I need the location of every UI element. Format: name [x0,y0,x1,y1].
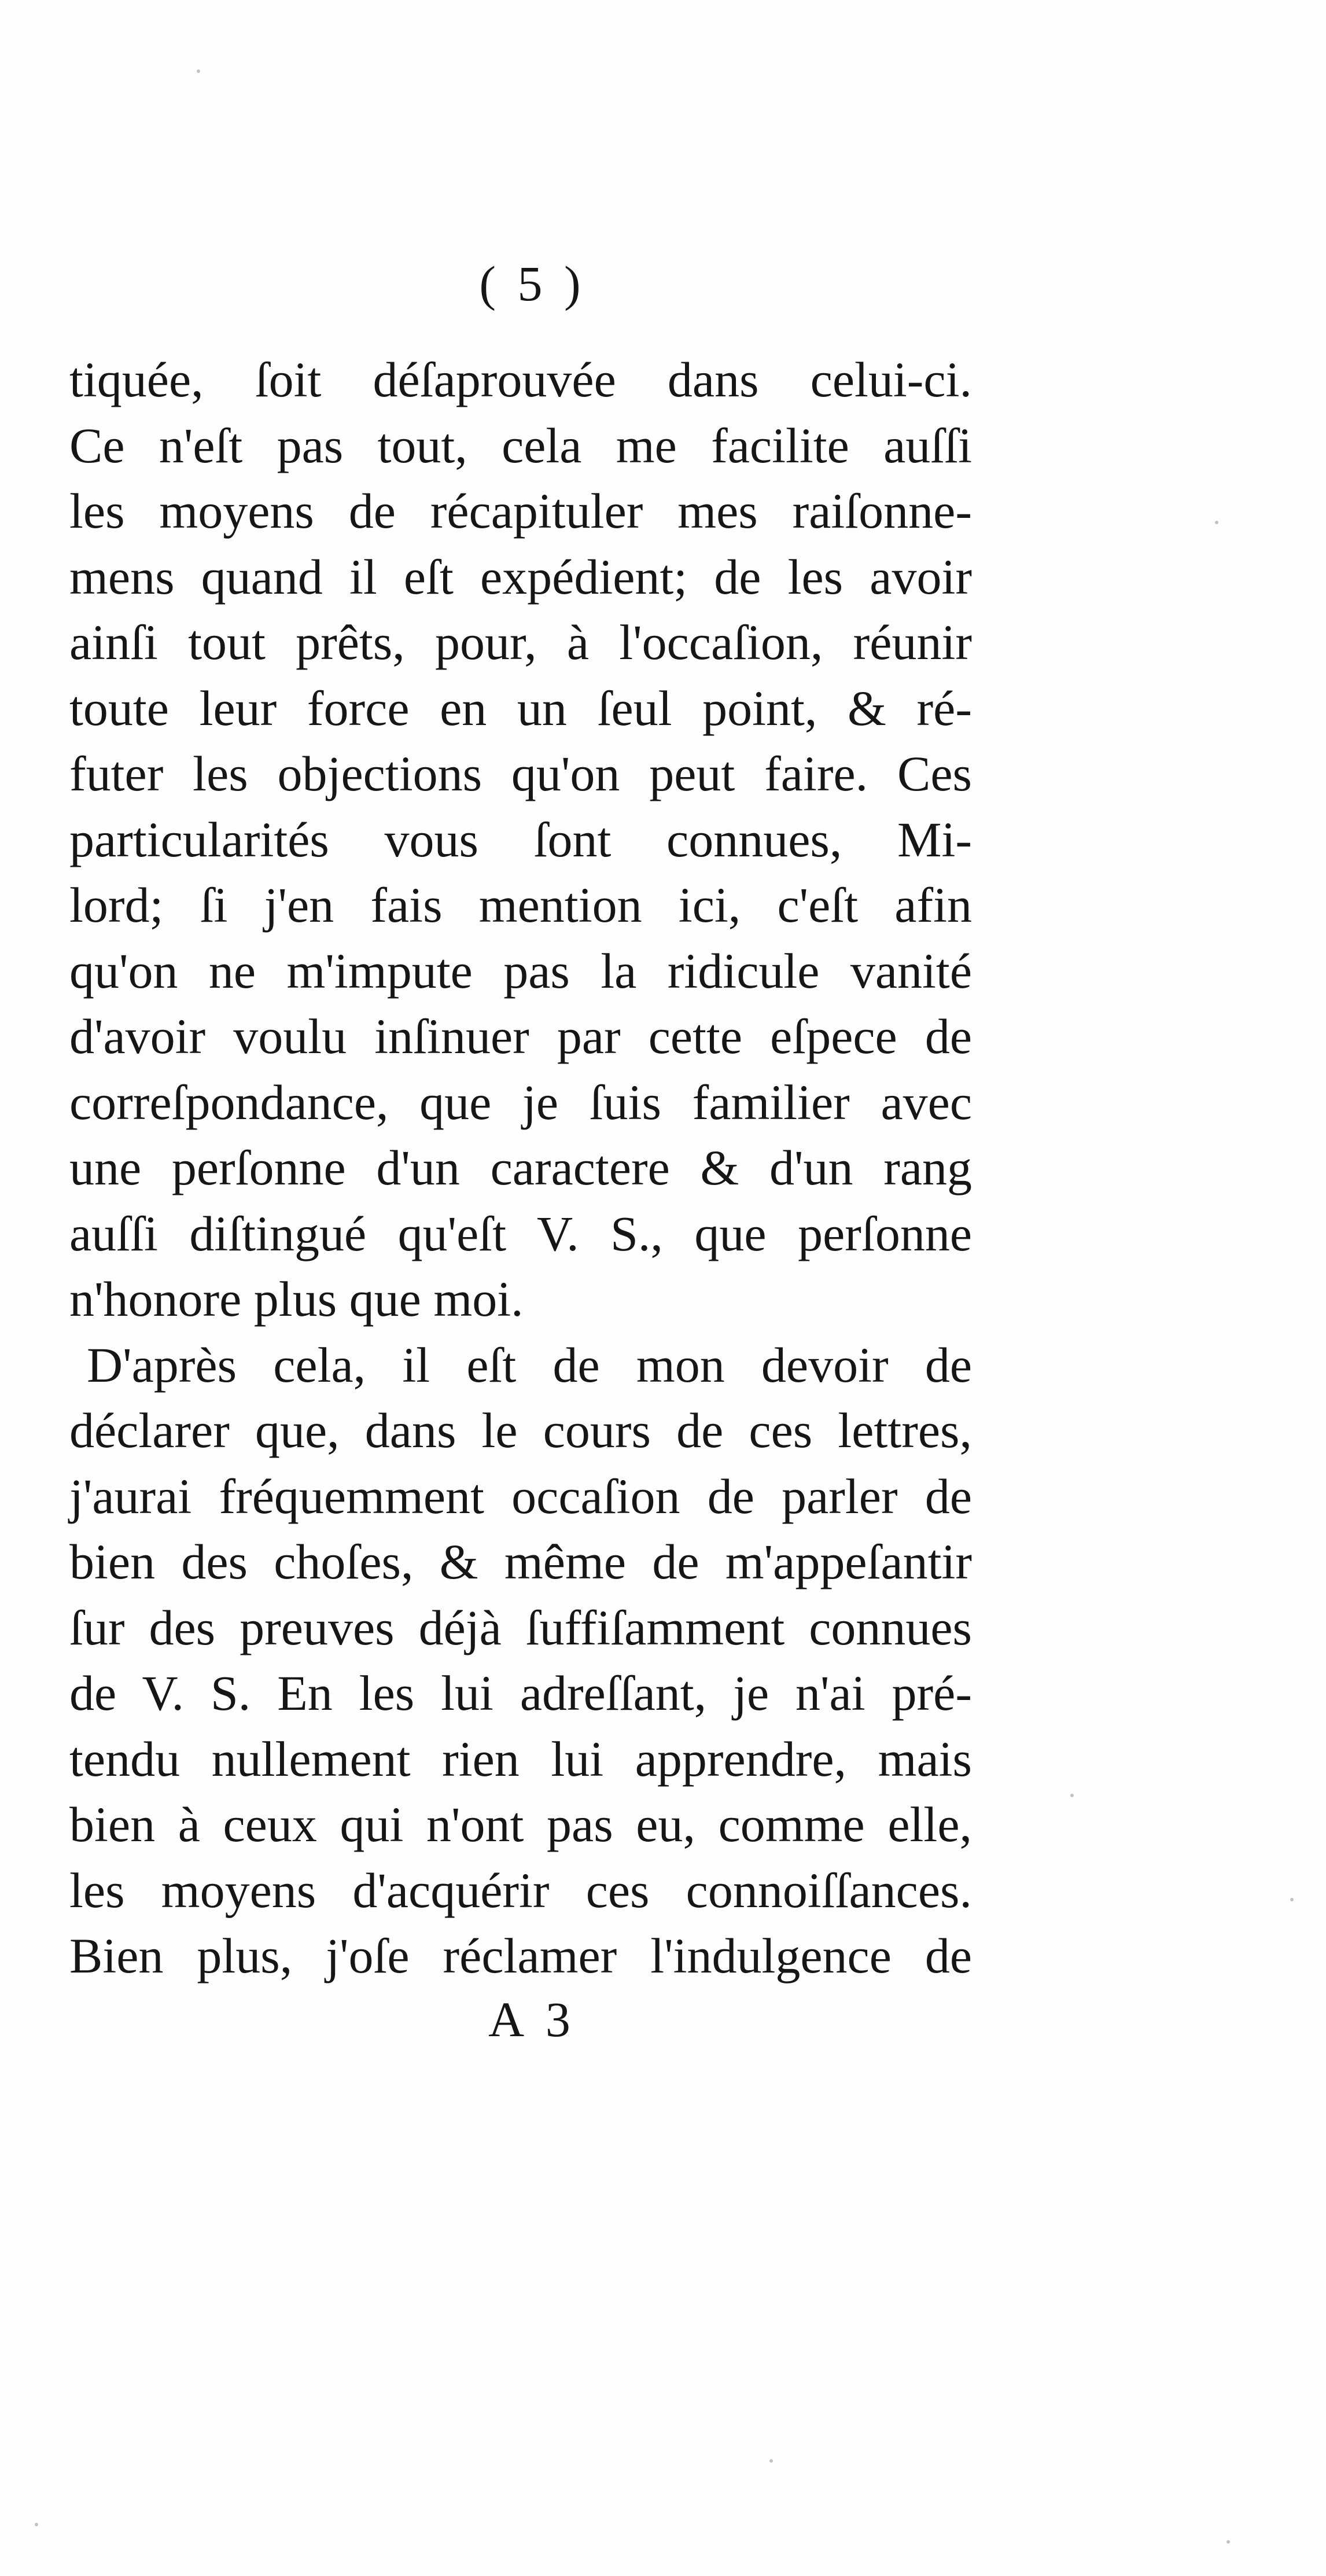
text-line: les moyens d'acquérir ces connoiſſances. [69,1862,972,1918]
paper-speck [1226,2540,1230,2544]
text-line: de V. S. En les lui adreſſant, je n'ai pré- [69,1665,972,1721]
paper-speck [197,69,200,73]
text-line: futer les objections qu'on peut faire. Ces [69,746,972,801]
paper-speck [769,2459,773,2463]
paper-speck [1215,521,1218,524]
text-line: lord; ſi j'en fais mention ici, c'eſt afin [69,877,972,933]
text-line: mens quand il eſt expédient; de les avoir [69,549,972,605]
signature-mark: A 3 [488,1992,576,2047]
paper-speck [1070,1794,1074,1797]
text-line: tendu nullement rien lui apprendre, mais [69,1731,972,1787]
text-line: ſur des preuves déjà ſuffiſamment connues [69,1599,972,1655]
text-line: déclarer que, dans le cours de ces lettres, [69,1403,972,1458]
text-line: Bien plus, j'oſe réclamer l'indulgence de [69,1928,972,1983]
text-line: qu'on ne m'impute pas la ridicule vanité [69,943,972,999]
paper-speck [1290,1898,1294,1901]
text-line: bien des choſes, & même de m'appeſantir [69,1534,972,1589]
text-line: j'aurai fréquemment occaſion de parler de [69,1468,972,1524]
text-line: D'après cela, il eſt de mon devoir de [87,1337,972,1393]
text-line: ainſi tout prêts, pour, à l'occaſion, réunir [69,614,972,670]
text-line: toute leur force en un ſeul point, & ré- [69,680,972,736]
text-line: auſſi diſtingué qu'eſt V. S., que perſonne [69,1205,972,1261]
paragraph-1 [69,347,972,1333]
body-text [69,347,972,1989]
text-line: d'avoir voulu inſinuer par cette eſpece de [69,1009,972,1064]
text-line: les moyens de récapituler mes raiſonne- [69,483,972,539]
text-line: particularités vous ſont connues, Mi- [69,811,972,867]
text-line: une perſonne d'un caractere & d'un rang [69,1140,972,1195]
paragraph-2 [69,1333,972,1989]
page-number: ( 5 ) [479,256,585,311]
text-line: tiquée, ſoit déſaprouvée dans celui-ci. [69,352,972,407]
text-line: correſpondance, que je ſuis familier avec [69,1074,972,1130]
text-line: bien à ceux qui n'ont pas eu, comme elle, [69,1797,972,1852]
text-line: Ce n'eſt pas tout, cela me facilite auſſi [69,417,972,473]
text-line: n'honore plus que moi. [69,1271,524,1327]
paper-speck [35,2523,38,2526]
